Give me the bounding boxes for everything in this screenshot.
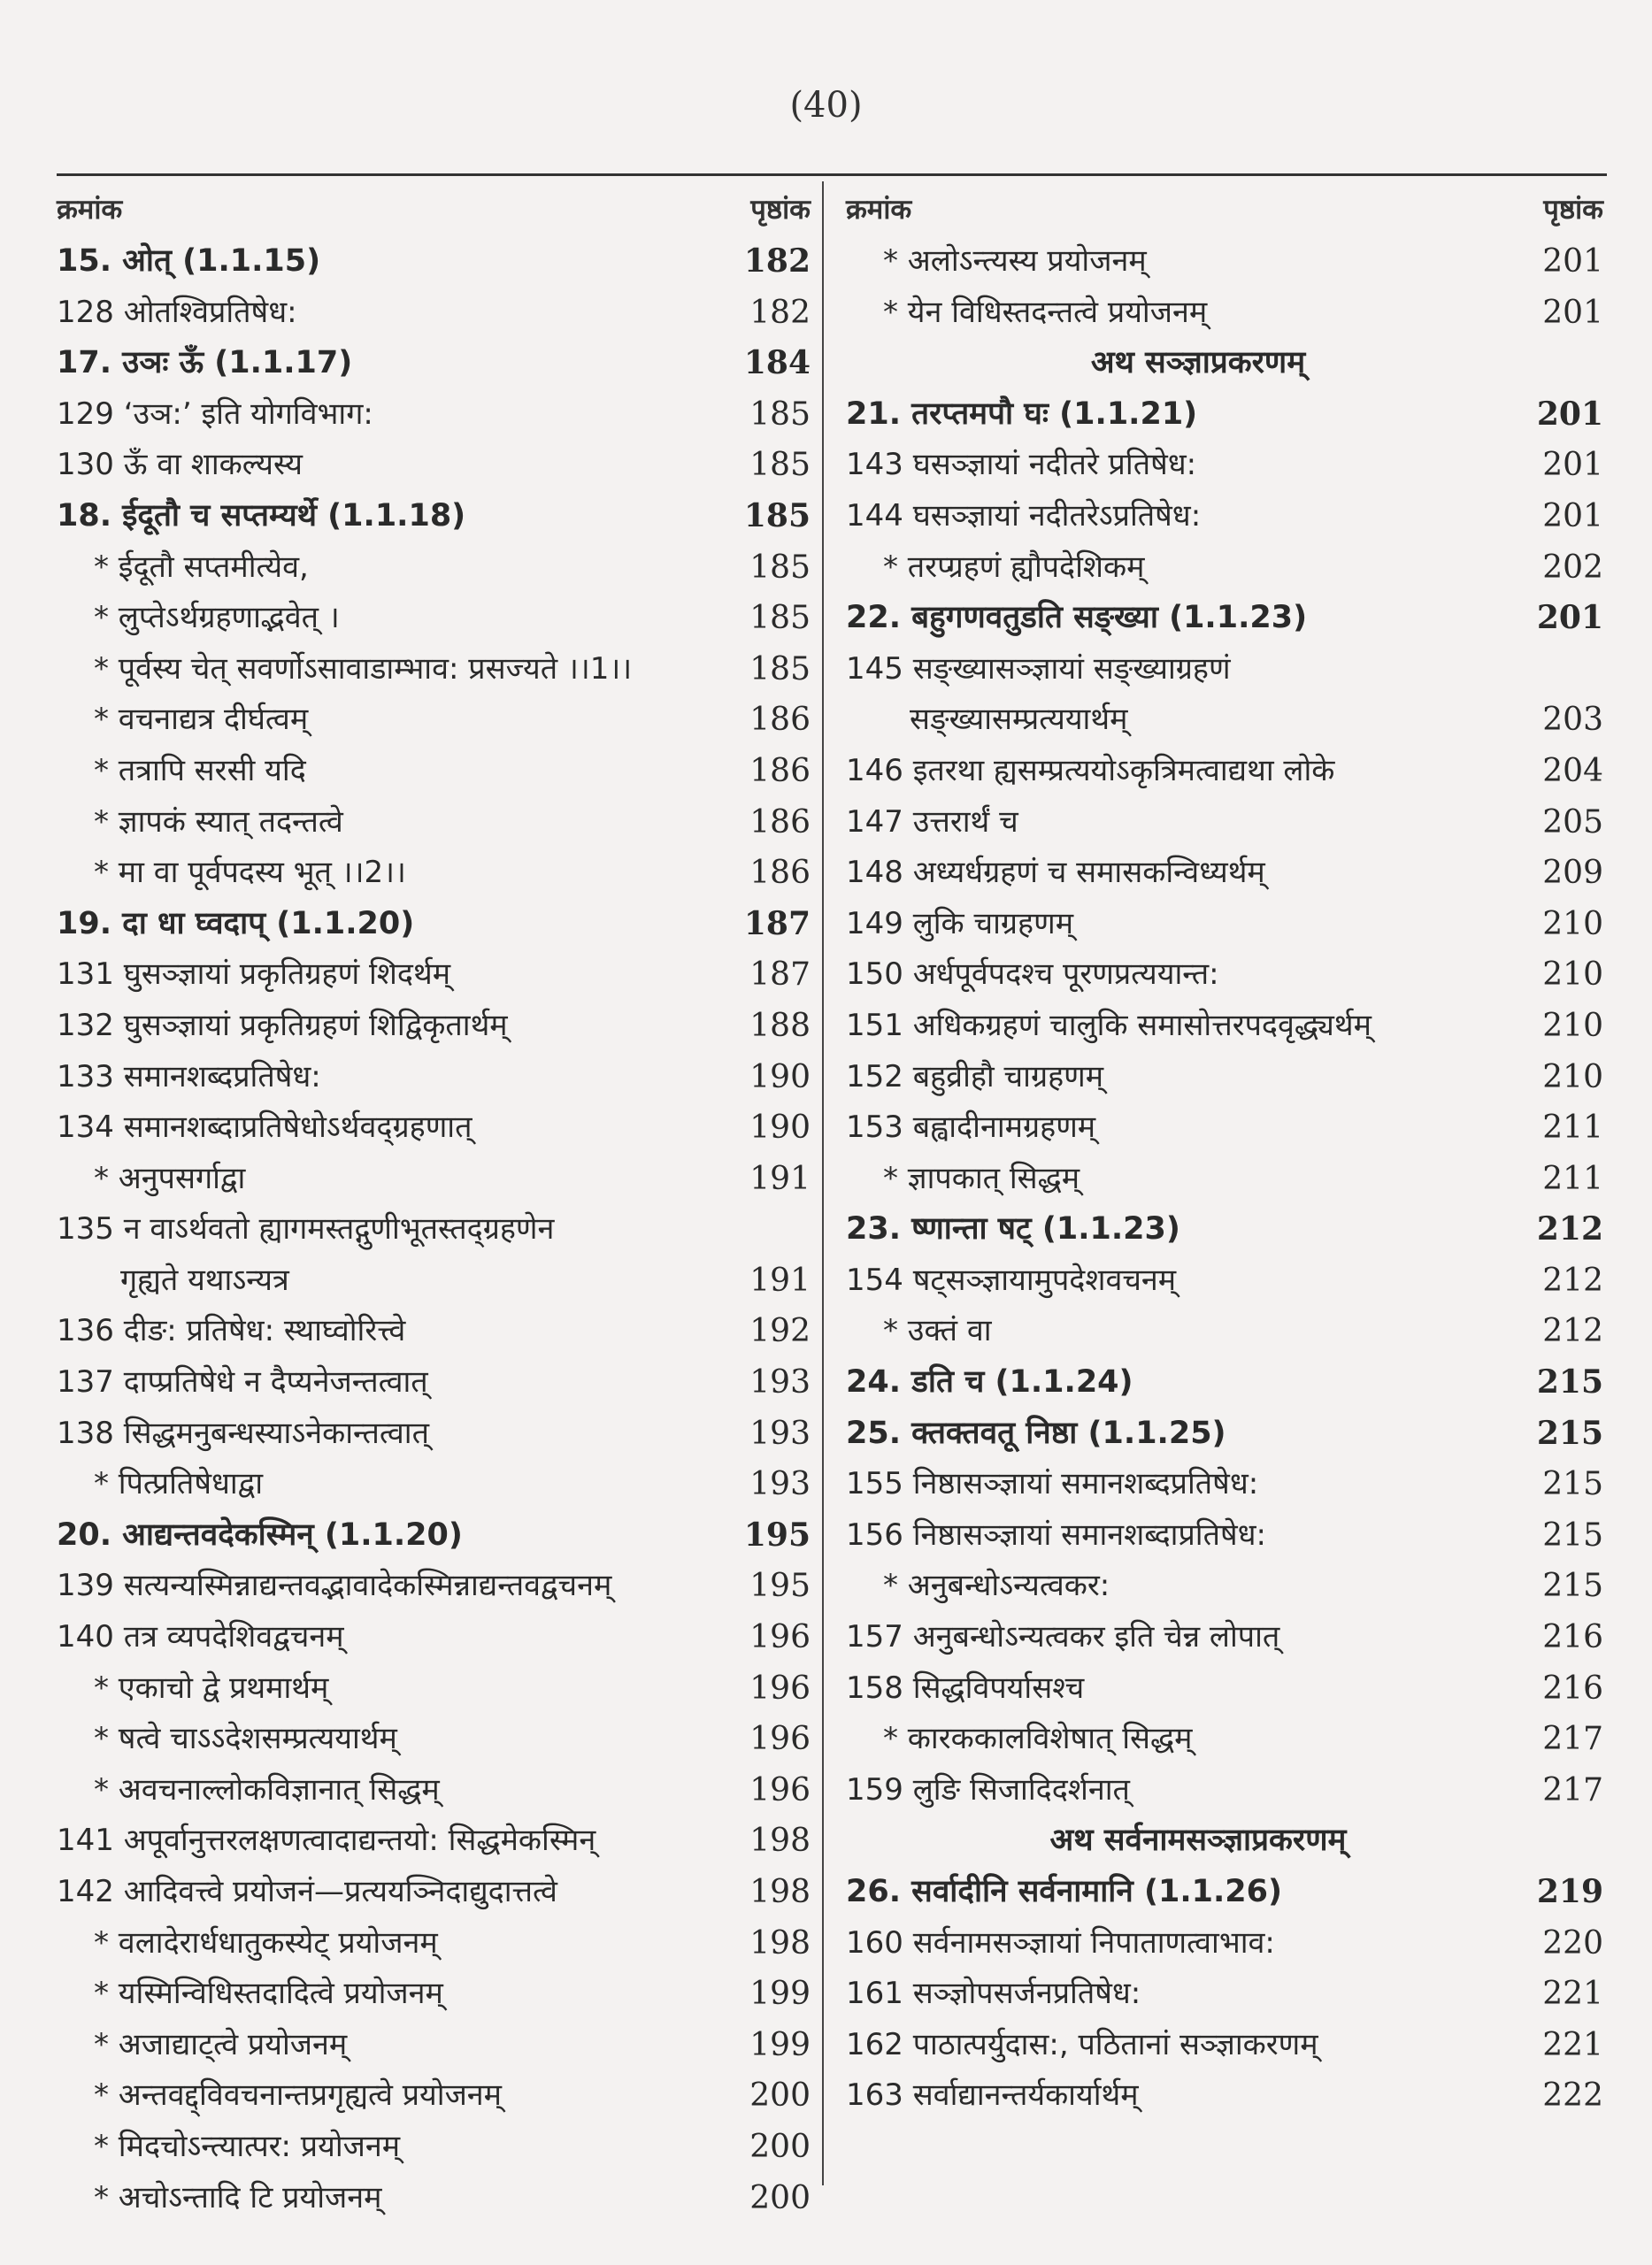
vartika-entry xyxy=(846,2070,1603,2122)
entry-text: 154 षट्सञ्ज्ञायामुपदेशवचनम् xyxy=(846,1262,1177,1298)
sutra-entry xyxy=(846,1409,1603,1460)
entry-page-number: 215 xyxy=(1542,1466,1603,1503)
entry-text: 162 पाठात्पर्युदास:, पठितानां सञ्ज्ञाकरणम् xyxy=(846,2026,1318,2062)
vartika-entry xyxy=(57,389,811,441)
entry-page-number: 216 xyxy=(1542,1619,1603,1656)
entry-text: * अन्तवद्द्विवचनान्तप्रगृह्यत्वे प्रयोजनम् xyxy=(94,2077,502,2114)
entry-text: * ज्ञापकात् सिद्धम् xyxy=(883,1160,1080,1196)
entry-text: 141 अपूर्वानुत्तरलक्षणत्वादाद्यन्तयो: सिद्धमेकस्मिन् xyxy=(57,1823,596,1859)
entry-page-number: 196 xyxy=(749,1721,811,1758)
entry-text: 132 घुसञ्ज्ञायां प्रकृतिग्रहणं शिद्विकृतार्थम् xyxy=(57,1007,508,1043)
entry-text: 129 ‘उञ:’ इति योगविभाग: xyxy=(57,395,373,432)
entry-page-number: 191 xyxy=(749,1160,811,1197)
entry-text: * उक्तं वा xyxy=(883,1313,992,1349)
entry-text: 140 तत्र व्यपदेशिवद्वचनम् xyxy=(57,1619,344,1655)
vartika-entry xyxy=(57,1052,811,1103)
entry-page-number: 210 xyxy=(1542,905,1603,942)
entry-page-number: 190 xyxy=(749,1058,811,1095)
vartika-entry xyxy=(846,848,1603,899)
entry-text: 15. ओत् (1.1.15) xyxy=(57,243,321,279)
sub-entry xyxy=(57,593,811,644)
vartika-entry xyxy=(57,1612,811,1663)
sutra-entry xyxy=(57,491,811,542)
sutra-entry xyxy=(57,236,811,288)
top-rule xyxy=(57,173,1607,176)
entry-text: * ईदूतौ सप्तमीत्येव, xyxy=(94,549,309,585)
section-heading: अथ सञ्ज्ञाप्रकरणम् xyxy=(1090,345,1306,381)
left-column-header xyxy=(57,181,811,236)
entry-page-number: 200 xyxy=(749,2077,811,2115)
vartika-entry xyxy=(57,1204,811,1255)
entry-page-number: 198 xyxy=(749,1823,811,1860)
entry-page-number: 191 xyxy=(749,1262,811,1299)
entry-text: 130 ऊँ वा शाकल्यस्य xyxy=(57,447,303,483)
vartika-entry xyxy=(846,1052,1603,1103)
entry-page-number: 196 xyxy=(749,1771,811,1808)
entry-page-number: 187 xyxy=(749,956,811,994)
sub-entry xyxy=(57,1969,811,2020)
entry-page-number: 188 xyxy=(749,1007,811,1044)
entry-text: * पूर्वस्य चेत् सवर्णोऽसावाडाम्भाव: प्रसज्यते ।।1।। xyxy=(94,650,633,687)
vartika-entry xyxy=(846,1102,1603,1154)
entry-text: सङ्ख्यासम्प्रत्ययार्थम् xyxy=(910,702,1128,738)
entry-text: 142 आदिवत्त्वे प्रयोजनं—प्रत्ययञ्निदाद्युदात्तत्वे xyxy=(57,1874,557,1909)
entry-text: * अलोऽन्त्यस्य प्रयोजनम् xyxy=(883,243,1147,279)
sub-entry xyxy=(846,1714,1603,1765)
entry-text: * अनुपसर्गाद्वा xyxy=(94,1160,246,1196)
entry-text: 150 अर्धपूर्वपदश्च पूरणप्रत्ययान्त: xyxy=(846,956,1219,993)
vartika-entry xyxy=(846,746,1603,797)
section-heading: अथ सर्वनामसञ्ज्ञाप्रकरणम् xyxy=(1049,1823,1347,1859)
entry-page-number: 190 xyxy=(749,1109,811,1147)
right-column-header xyxy=(846,181,1603,236)
entry-page-number: 200 xyxy=(749,2179,811,2216)
vartika-entry xyxy=(846,1612,1603,1663)
vartika-entry xyxy=(57,1306,811,1357)
sub-entry xyxy=(57,746,811,797)
entry-text: 22. बहुगणवतुडति सङ्ख्या (1.1.23) xyxy=(846,600,1308,636)
page-number: (40) xyxy=(789,85,863,126)
sub-entry xyxy=(57,797,811,848)
entry-text: * वलादेरार्धधातुकस्येट् प्रयोजनम् xyxy=(94,1924,438,1961)
entry-text: 163 सर्वाद्यानन्तर्यकार्यार्थम् xyxy=(846,2077,1139,2114)
entry-page-number: 220 xyxy=(1542,1924,1603,1962)
page-header: पृष्ठांक xyxy=(1543,194,1603,226)
vartika-entry xyxy=(846,1918,1603,1969)
vartika-entry xyxy=(846,1765,1603,1816)
entry-text: 25. क्तक्तवतू निष्ठा (1.1.25) xyxy=(846,1415,1226,1451)
entry-page-number: 205 xyxy=(1542,803,1603,841)
vartika-entry xyxy=(846,797,1603,848)
entry-page-number: 200 xyxy=(749,2128,811,2165)
entry-page-number: 182 xyxy=(743,242,811,280)
vartika-entry xyxy=(57,1357,811,1409)
vartika-entry xyxy=(57,288,811,339)
entry-text: * अजाद्याट्त्वे प्रयोजनम् xyxy=(94,2026,348,2062)
vartika-entry xyxy=(846,899,1603,950)
entry-text: 159 लुङि सिजादिदर्शनात् xyxy=(846,1771,1130,1808)
entry-text: 147 उत्तरार्थं च xyxy=(846,803,1018,840)
entry-page-number: 193 xyxy=(749,1415,811,1452)
entry-text: 139 सत्यन्यस्मिन्नाद्यन्तवद्भावादेकस्मिन्नाद्यन्तवद्वचनम् xyxy=(57,1568,612,1604)
entry-page-number: 212 xyxy=(1542,1262,1603,1299)
sub-entry xyxy=(57,2122,811,2173)
entry-page-number: 192 xyxy=(749,1313,811,1350)
sub-entry xyxy=(57,1714,811,1765)
entry-page-number: 215 xyxy=(1542,1516,1603,1554)
entry-text: * ज्ञापकं स्यात् तदन्तत्वे xyxy=(94,803,343,840)
entry-text: गृह्यते यथाऽन्यत्र xyxy=(120,1262,289,1298)
sub-entry xyxy=(57,848,811,899)
entry-page-number: 186 xyxy=(749,803,811,841)
vartika-entry xyxy=(846,1663,1603,1715)
right-column xyxy=(846,181,1603,2122)
entry-page-number: 193 xyxy=(749,1364,811,1401)
entry-text: 148 अध्यर्धग्रहणं च समासकन्विध्यर्थम् xyxy=(846,855,1265,891)
entry-text: 137 दाप्प्रतिषेधे न दैप्यनेजन्तत्वात् xyxy=(57,1364,428,1401)
entry-page-number: 185 xyxy=(743,496,811,534)
vartika-entry xyxy=(846,1001,1603,1052)
entry-page-number: 201 xyxy=(1542,243,1603,280)
entry-text: * अवचनाल्लोकविज्ञानात् सिद्धम् xyxy=(94,1771,440,1808)
sub-entry xyxy=(846,1154,1603,1205)
entry-page-number: 215 xyxy=(1542,1568,1603,1605)
vartika-entry xyxy=(846,644,1603,695)
entry-page-number: 201 xyxy=(1536,395,1603,433)
vartika-entry xyxy=(846,1969,1603,2020)
entry-page-number: 186 xyxy=(749,702,811,739)
entry-text: 149 लुकि चाग्रहणम् xyxy=(846,905,1074,941)
entry-text: 155 निष्ठासञ्ज्ञायां समानशब्दप्रतिषेध: xyxy=(846,1466,1259,1502)
entry-text: 157 अनुबन्धोऽन्यत्वकर इति चेन्न लोपात् xyxy=(846,1619,1280,1655)
vartika-entry xyxy=(846,440,1603,491)
entry-page-number: 211 xyxy=(1542,1109,1603,1147)
entry-text: 161 सञ्ज्ञोपसर्जनप्रतिषेध: xyxy=(846,1976,1141,2012)
entry-text: 18. ईदूतौ च सप्तम्यर्थे (1.1.18) xyxy=(57,497,466,534)
entry-page-number: 187 xyxy=(743,904,811,942)
entry-text: 153 बह्वादीनामग्रहणम् xyxy=(846,1109,1096,1146)
entry-text: 26. सर्वादीनि सर्वनामानि (1.1.26) xyxy=(846,1874,1282,1909)
entry-text: * मिदचोऽन्त्यात्पर: प्रयोजनम् xyxy=(94,2128,401,2164)
serial-header: क्रमांक xyxy=(57,194,123,226)
entry-text: * अनुबन्धोऽन्यत्वकर: xyxy=(883,1568,1110,1604)
entry-page-number: 203 xyxy=(1542,702,1603,739)
entry-page-number: 186 xyxy=(749,752,811,789)
right-entry-list xyxy=(846,236,1603,2122)
sutra-entry xyxy=(846,1357,1603,1409)
entry-text: 133 समानशब्दप्रतिषेध: xyxy=(57,1058,321,1094)
entry-page-number: 199 xyxy=(749,1976,811,2013)
vartika-entry xyxy=(846,1459,1603,1510)
vartika-entry xyxy=(57,440,811,491)
entry-page-number: 204 xyxy=(1542,752,1603,789)
entry-page-number: 185 xyxy=(749,395,811,433)
vartika-entry xyxy=(846,2020,1603,2071)
entry-text: * तत्रापि सरसी यदि xyxy=(94,752,306,788)
sub-entry xyxy=(846,236,1603,288)
entry-page-number: 201 xyxy=(1536,599,1603,637)
sutra-entry xyxy=(846,389,1603,441)
entry-page-number: 184 xyxy=(743,344,811,382)
entry-text: 17. उञः ऊँ (1.1.17) xyxy=(57,345,353,381)
sutra-entry xyxy=(57,899,811,950)
vartika-entry xyxy=(846,1510,1603,1562)
entry-page-number: 186 xyxy=(749,855,811,892)
entry-text: * पित्प्रतिषेधाद्वा xyxy=(94,1466,264,1502)
entry-page-number: 216 xyxy=(1542,1670,1603,1707)
entry-page-number: 219 xyxy=(1536,1873,1603,1910)
entry-text: 19. दा धा घ्वदाप् (1.1.20) xyxy=(57,905,415,941)
sutra-entry xyxy=(57,1510,811,1562)
entry-text: * एकाचो द्वे प्रथमार्थम् xyxy=(94,1670,329,1706)
sutra-entry xyxy=(846,1204,1603,1255)
entry-page-number: 198 xyxy=(749,1924,811,1962)
vartika-entry xyxy=(57,1001,811,1052)
entry-text: 136 दीङ: प्रतिषेध: स्थाघ्वोरित्त्वे xyxy=(57,1313,406,1349)
entry-page-number: 185 xyxy=(749,549,811,586)
entry-page-number: 217 xyxy=(1542,1721,1603,1758)
entry-text: 152 बहुव्रीहौ चाग्रहणम् xyxy=(846,1058,1104,1094)
entry-page-number: 185 xyxy=(749,447,811,484)
entry-text: * अचोऽन्तादि टि प्रयोजनम् xyxy=(94,2179,382,2215)
sub-entry xyxy=(846,288,1603,339)
entry-text: 158 सिद्धविपर्यासश्च xyxy=(846,1670,1085,1706)
entry-page-number: 211 xyxy=(1542,1160,1603,1197)
sub-entry xyxy=(57,695,811,746)
sub-entry xyxy=(846,1306,1603,1357)
left-column xyxy=(57,181,811,2223)
entry-page-number: 210 xyxy=(1542,1058,1603,1095)
entry-page-number: 209 xyxy=(1542,855,1603,892)
vartika-entry xyxy=(846,491,1603,542)
sub-entry xyxy=(846,542,1603,594)
entry-text: * वचनाद्यत्र दीर्घत्वम् xyxy=(94,702,309,738)
entry-page-number: 198 xyxy=(749,1874,811,1910)
entry-text: 134 समानशब्दाप्रतिषेधोऽर्थवद्ग्रहणात् xyxy=(57,1109,473,1146)
sub-entry xyxy=(57,1663,811,1715)
entry-page-number: 212 xyxy=(1536,1210,1603,1248)
entry-text: 131 घुसञ्ज्ञायां प्रकृतिग्रहणं शिदर्थम् xyxy=(57,956,451,993)
entry-page-number: 193 xyxy=(749,1466,811,1503)
entry-text: 135 न वाऽर्थवतो ह्यागमस्तद्गुणीभूतस्तद्ग्रहणेन xyxy=(57,1211,555,1248)
left-entry-list xyxy=(57,236,811,2223)
entry-text: * लुप्तेऽर्थग्रहणाद्भवेत् । xyxy=(94,600,340,636)
entry-text: 138 सिद्धमनुबन्धस्याऽनेकान्तत्वात् xyxy=(57,1415,429,1451)
sub-entry xyxy=(57,644,811,695)
entry-page-number: 196 xyxy=(749,1619,811,1656)
vartika-entry xyxy=(57,1816,811,1867)
entry-page-number: 199 xyxy=(749,2026,811,2063)
page-header: पृष्ठांक xyxy=(750,194,811,226)
sub-entry xyxy=(846,1561,1603,1612)
sub-entry xyxy=(57,2020,811,2071)
entry-text: 160 सर्वनामसञ्ज्ञायां निपाताणत्वाभाव: xyxy=(846,1924,1275,1961)
sutra-entry xyxy=(846,1867,1603,1918)
entry-page-number: 196 xyxy=(749,1670,811,1707)
entry-page-number: 221 xyxy=(1542,1976,1603,2013)
entry-page-number: 222 xyxy=(1542,2077,1603,2115)
entry-page-number: 221 xyxy=(1542,2026,1603,2063)
entry-page-number: 201 xyxy=(1542,447,1603,484)
entry-text: 146 इतरथा ह्यसम्प्रत्ययोऽकृत्रिमत्वाद्यथा लोके xyxy=(846,752,1335,788)
sub-entry xyxy=(57,1918,811,1969)
entry-text: * यस्मिन्विधिस्तदादित्वे प्रयोजनम् xyxy=(94,1976,443,2012)
entry-page-number: 185 xyxy=(749,600,811,637)
entry-page-number: 215 xyxy=(1536,1363,1603,1401)
sub-entry xyxy=(57,2173,811,2224)
vartika-entry xyxy=(846,949,1603,1001)
entry-page-number: 185 xyxy=(749,650,811,687)
entry-page-number: 202 xyxy=(1542,549,1603,586)
sub-entry xyxy=(57,1765,811,1816)
entry-page-number: 182 xyxy=(749,294,811,331)
entry-text: 156 निष्ठासञ्ज्ञायां समानशब्दाप्रतिषेध: xyxy=(846,1516,1266,1553)
sutra-entry xyxy=(57,338,811,389)
entry-page-number: 215 xyxy=(1536,1414,1603,1452)
entry-page-number: 201 xyxy=(1542,497,1603,534)
entry-page-number: 210 xyxy=(1542,956,1603,994)
entry-text: 23. ष्णान्ता षट् (1.1.23) xyxy=(846,1211,1180,1248)
entry-page-number: 210 xyxy=(1542,1007,1603,1044)
vartika-entry xyxy=(846,695,1603,746)
entry-text: 143 घसञ्ज्ञायां नदीतरे प्रतिषेध: xyxy=(846,447,1197,483)
entry-page-number: 212 xyxy=(1542,1313,1603,1350)
entry-text: 145 सङ्ख्यासञ्ज्ञायां सङ्ख्याग्रहणं xyxy=(846,650,1231,687)
sub-entry xyxy=(57,2070,811,2122)
entry-text: 151 अधिकग्रहणं चालुकि समासोत्तरपदवृद्ध्यर्थम् xyxy=(846,1007,1372,1043)
vartika-entry xyxy=(846,1255,1603,1307)
sub-entry xyxy=(57,1459,811,1510)
vartika-entry xyxy=(57,1867,811,1918)
vartika-entry xyxy=(57,1102,811,1154)
entry-text: * मा वा पूर्वपदस्य भूत् ।।2।। xyxy=(94,855,406,891)
entry-text: * येन विधिस्तदन्तत्वे प्रयोजनम् xyxy=(883,294,1208,330)
entry-text: 20. आद्यन्तवदेकस्मिन् (1.1.20) xyxy=(57,1516,463,1553)
entry-text: 24. डति च (1.1.24) xyxy=(846,1364,1133,1401)
sub-entry xyxy=(57,1154,811,1205)
sutra-entry xyxy=(846,593,1603,644)
column-divider xyxy=(822,181,824,2185)
serial-header: क्रमांक xyxy=(846,194,912,226)
vartika-entry xyxy=(57,949,811,1001)
entry-page-number: 201 xyxy=(1542,294,1603,331)
vartika-entry xyxy=(57,1561,811,1612)
sub-entry xyxy=(57,542,811,594)
entry-text: * कारककालविशेषात् सिद्धम् xyxy=(883,1721,1193,1757)
entry-page-number: 195 xyxy=(743,1516,811,1554)
entry-text: 128 ओतश्विप्रतिषेध: xyxy=(57,294,297,330)
entry-page-number: 217 xyxy=(1542,1771,1603,1808)
entry-text: * तरप्ग्रहणं ह्यौपदेशिकम् xyxy=(883,549,1145,585)
entry-text: * षत्वे चाऽऽदेशसम्प्रत्ययार्थम् xyxy=(94,1721,397,1757)
vartika-entry xyxy=(57,1409,811,1460)
entry-text: 21. तरप्तमपौ घः (1.1.21) xyxy=(846,395,1198,432)
entry-page-number: 195 xyxy=(749,1568,811,1605)
entry-text: 144 घसञ्ज्ञायां नदीतरेऽप्रतिषेध: xyxy=(846,497,1202,534)
vartika-entry xyxy=(57,1255,811,1307)
